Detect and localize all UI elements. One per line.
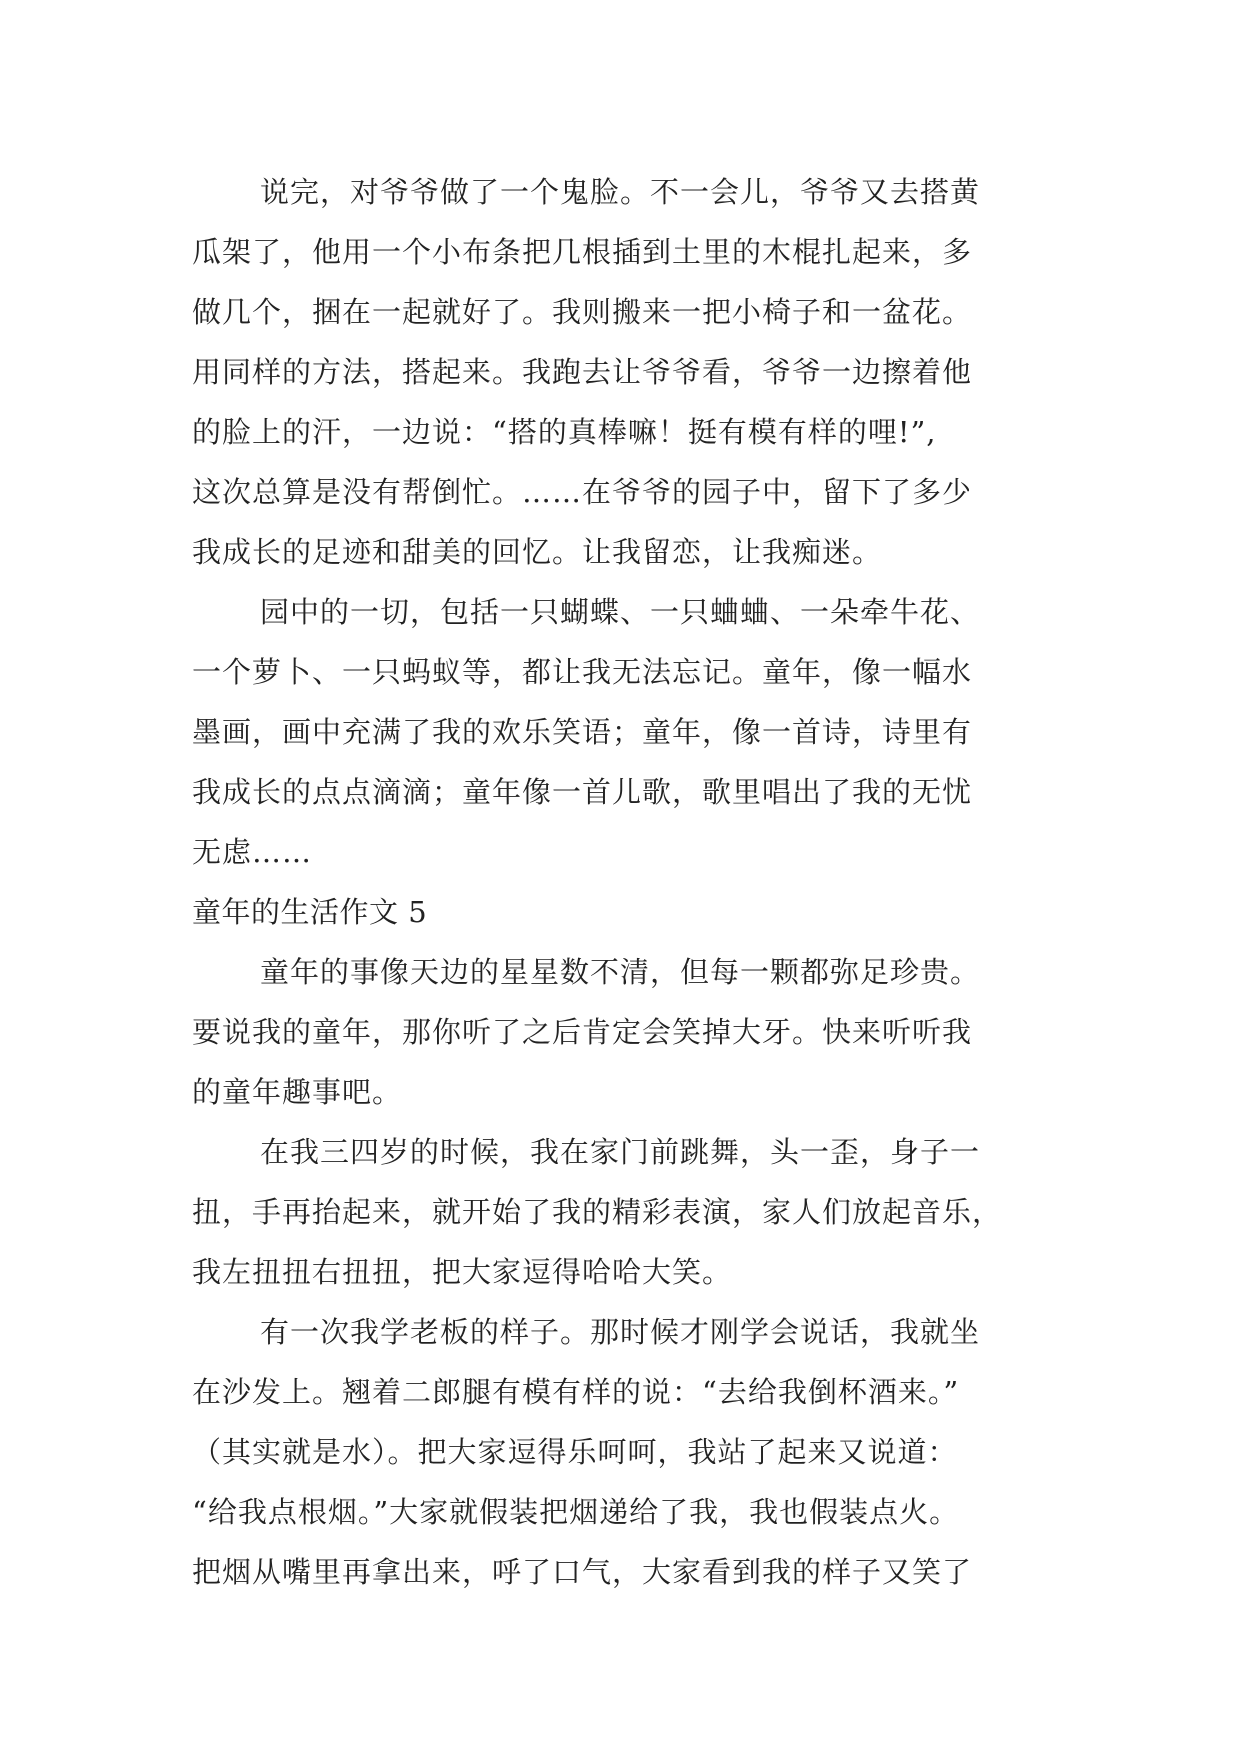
paragraph-line: 做几个，捆在一起就好了。我则搬来一把小椅子和一盆花。: [192, 295, 973, 329]
paragraph-line: 要说我的童年，那你听了之后肯定会笑掉大牙。快来听听我: [192, 1015, 973, 1049]
section-heading: 童年的生活作文 5: [192, 895, 428, 929]
paragraph-line: 我成长的足迹和甜美的回忆。让我留恋，让我痴迷。: [192, 535, 883, 569]
paragraph-line: 这次总算是没有帮倒忙。……在爷爷的园子中，留下了多少: [192, 475, 973, 509]
paragraph-line: 瓜架了，他用一个小布条把几根插到土里的木棍扎起来，多: [192, 235, 973, 269]
paragraph-line: 在我三四岁的时候，我在家门前跳舞，头一歪，身子一: [260, 1135, 981, 1169]
paragraph-line: （其实就是水）。把大家逗得乐呵呵，我站了起来又说道：: [192, 1435, 958, 1469]
paragraph-line: “给我点根烟。”大家就假装把烟递给了我，我也假装点火。: [192, 1495, 960, 1529]
paragraph-line: 我成长的点点滴滴；童年像一首儿歌，歌里唱出了我的无忧: [192, 775, 973, 809]
paragraph-line: 有一次我学老板的样子。那时候才刚学会说话，我就坐: [260, 1315, 981, 1349]
paragraph-line: 童年的事像天边的星星数不清，但每一颗都弥足珍贵。: [260, 955, 981, 989]
paragraph-line: 墨画，画中充满了我的欢乐笑语；童年，像一首诗，诗里有: [192, 715, 973, 749]
document-body: [192, 162, 1057, 1602]
paragraph-line: 的童年趣事吧。: [192, 1075, 403, 1109]
paragraph-line: 用同样的方法，搭起来。我跑去让爷爷看，爷爷一边擦着他: [192, 355, 973, 389]
paragraph-line: 的脸上的汗，一边说：“搭的真棒嘛！挺有模有样的哩!”,: [192, 415, 937, 449]
paragraph-line: 把烟从嘴里再拿出来，呼了口气，大家看到我的样子又笑了: [192, 1555, 973, 1589]
paragraph-line: 园中的一切，包括一只蝴蝶、一只蛐蛐、一朵牵牛花、: [260, 595, 981, 629]
paragraph-line: 在沙发上。翘着二郎腿有模有样的说：“去给我倒杯酒来。”: [192, 1375, 960, 1409]
paragraph-line: 我左扭扭右扭扭，把大家逗得哈哈大笑。: [192, 1255, 733, 1289]
paragraph-line: 无虑……: [192, 835, 313, 869]
paragraph-line: 说完，对爷爷做了一个鬼脸。不一会儿，爷爷又去搭黄: [260, 175, 981, 209]
paragraph-line: 扭，手再抬起来，就开始了我的精彩表演，家人们放起音乐，: [192, 1195, 1003, 1229]
paragraph-line: 一个萝卜、一只蚂蚁等，都让我无法忘记。童年，像一幅水: [192, 655, 973, 689]
